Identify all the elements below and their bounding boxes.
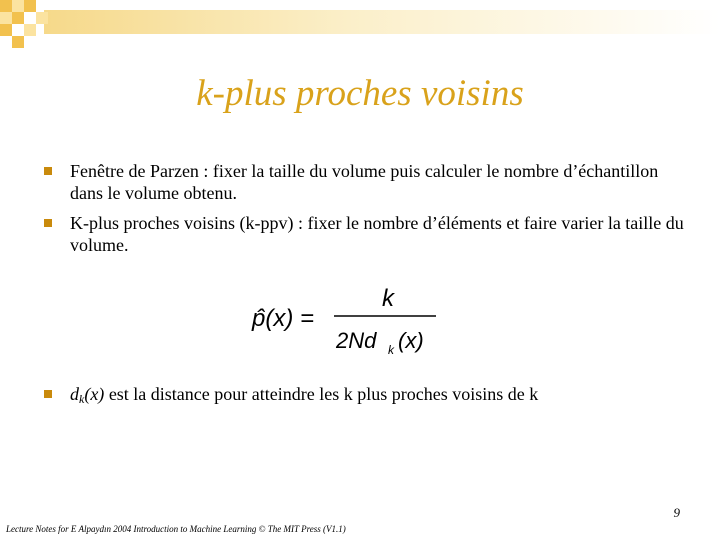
bullet-item <box>44 212 684 256</box>
square-bullet-icon <box>44 390 52 398</box>
checker-square <box>0 12 12 24</box>
slide-title: k-plus proches voisins <box>196 73 524 114</box>
checker-square <box>12 12 24 24</box>
square-bullet-icon <box>44 167 52 175</box>
checker-square <box>12 0 24 12</box>
checker-square <box>24 24 36 36</box>
header-decoration <box>0 0 720 48</box>
checker-square <box>0 24 12 36</box>
bullet-text: K-plus proches voisins (k-ppv) : fixer le nombre d’éléments et faire varier la taille du volume. <box>70 213 684 255</box>
header-gradient-bar <box>44 10 720 34</box>
formula-denominator: 2Nd <box>336 328 377 353</box>
footer-credit: Lecture Notes for E Alpaydın 2004 Introduction to Machine Learning © The MIT Press (V1.1) <box>6 524 346 534</box>
square-bullet-icon <box>44 219 52 227</box>
checker-square <box>0 0 12 12</box>
checker-square <box>36 12 48 24</box>
distance-arg: (x) <box>84 384 105 404</box>
formula-numerator: k <box>382 285 394 312</box>
distance-symbol: d <box>70 384 79 404</box>
page-number: 9 <box>673 505 680 520</box>
bullet-item <box>44 160 684 204</box>
checker-square <box>12 36 24 48</box>
formula-lhs: p̂(x) = <box>252 305 315 332</box>
bullet-text: est la distance pour atteindre les k plus proches voisins de k <box>104 384 539 404</box>
bullet-text: Fenêtre de Parzen : fixer la taille du volume puis calculer le nombre d’échantillon dans le volume obtenu. <box>70 161 659 203</box>
bullet-item <box>44 383 710 410</box>
distance-subscript: k <box>79 392 85 406</box>
checker-square <box>24 0 36 12</box>
bullet-list <box>44 160 684 264</box>
formula-denominator-subscript: k <box>388 343 394 357</box>
formula-denominator-tail: (x) <box>398 328 424 353</box>
knn-density-formula <box>250 282 450 358</box>
